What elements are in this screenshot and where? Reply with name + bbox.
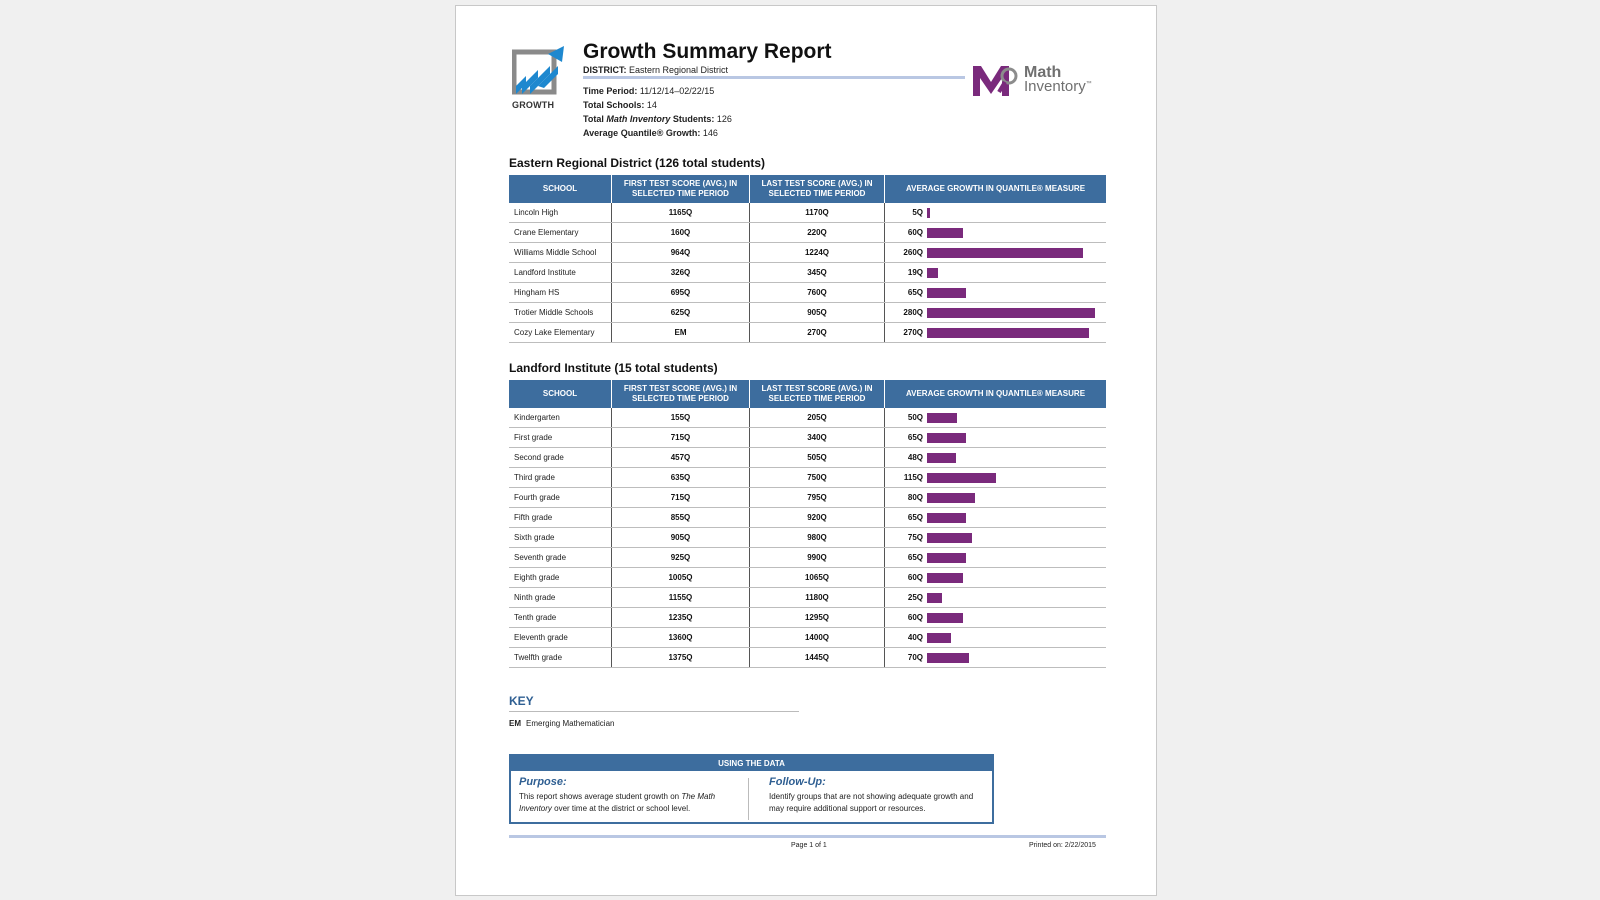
growth-cell [885, 528, 1107, 548]
growth-cell [885, 508, 1107, 528]
growth-bar [927, 433, 966, 443]
last-score-cell: 205Q [750, 408, 885, 428]
school-name-cell: Eighth grade [509, 568, 612, 588]
growth-bar [927, 573, 963, 583]
table-row [509, 468, 1106, 488]
first-score-cell: 457Q [612, 448, 750, 468]
report-title: Growth Summary Report [583, 40, 832, 63]
growth-value: 60Q [907, 228, 923, 237]
growth-cell [885, 263, 1107, 283]
first-score-cell: 1235Q [612, 608, 750, 628]
growth-bar [927, 268, 938, 278]
footer-page-number: Page 1 of 1 [791, 842, 827, 849]
first-score-cell: 155Q [612, 408, 750, 428]
school-name-cell: Landford Institute [509, 263, 612, 283]
school-name-cell: Ninth grade [509, 588, 612, 608]
col-avg-growth: AVERAGE GROWTH IN QUANTILE® MEASURE [885, 380, 1107, 408]
avg-growth-line [583, 128, 718, 138]
table-row [509, 263, 1106, 283]
school-name-cell: Hingham HS [509, 283, 612, 303]
total-students-label-em: Math Inventory [606, 114, 671, 124]
math-inventory-logo-icon [971, 64, 1019, 105]
purpose-text-em: The Math Inventory [519, 792, 716, 813]
total-students-line [583, 114, 732, 124]
growth-bar [927, 208, 930, 218]
purpose-section [519, 776, 741, 815]
growth-bar [927, 413, 957, 423]
growth-bar [927, 473, 996, 483]
footer-rule [509, 835, 1106, 838]
table-header-row [509, 175, 1106, 203]
school-name-cell: Lincoln High [509, 203, 612, 223]
growth-bar [927, 593, 942, 603]
school-table-body [509, 408, 1106, 668]
growth-cell [885, 648, 1107, 668]
first-score-cell: 160Q [612, 223, 750, 243]
school-name-cell: Fourth grade [509, 488, 612, 508]
table-row [509, 428, 1106, 448]
table-row [509, 628, 1106, 648]
first-score-cell: 964Q [612, 243, 750, 263]
growth-cell [885, 283, 1107, 303]
last-score-cell: 505Q [750, 448, 885, 468]
title-rule [583, 76, 965, 79]
school-name-cell: Fifth grade [509, 508, 612, 528]
first-score-cell: 695Q [612, 283, 750, 303]
school-name-cell: Eleventh grade [509, 628, 612, 648]
key-abbr: EM [509, 719, 521, 728]
growth-cell [885, 303, 1107, 323]
key-rule [509, 711, 799, 712]
district-table-title: Eastern Regional District (126 total students) [509, 156, 766, 170]
first-score-cell: 855Q [612, 508, 750, 528]
brand-line-1: Math [1024, 64, 1062, 81]
first-score-cell: 1155Q [612, 588, 750, 608]
growth-bar [927, 328, 1089, 338]
district-label: DISTRICT: [583, 65, 627, 75]
school-name-cell: Cozy Lake Elementary [509, 323, 612, 343]
school-name-cell: Williams Middle School [509, 243, 612, 263]
table-header-row [509, 380, 1106, 408]
table-row [509, 588, 1106, 608]
total-students-value: 126 [716, 114, 732, 124]
growth-value: 65Q [907, 433, 923, 442]
table-row [509, 508, 1106, 528]
time-period-value: 11/12/14–02/22/15 [639, 86, 715, 96]
first-score-cell: 925Q [612, 548, 750, 568]
key-entry [509, 719, 614, 728]
last-score-cell: 920Q [750, 508, 885, 528]
school-name-cell: Trotier Middle Schools [509, 303, 612, 323]
table-row [509, 568, 1106, 588]
col-first-score: FIRST TEST SCORE (AVG.) IN SELECTED TIME PERIOD [612, 380, 750, 408]
col-first-score: FIRST TEST SCORE (AVG.) IN SELECTED TIME PERIOD [612, 175, 750, 203]
first-score-cell: 1360Q [612, 628, 750, 648]
school-name-cell: Kindergarten [509, 408, 612, 428]
col-last-score: LAST TEST SCORE (AVG.) IN SELECTED TIME PERIOD [750, 175, 885, 203]
last-score-cell: 795Q [750, 488, 885, 508]
school-name-cell: Third grade [509, 468, 612, 488]
school-name-cell: Seventh grade [509, 548, 612, 568]
school-name-cell: Twelfth grade [509, 648, 612, 668]
brand-line-2 [1024, 78, 1092, 95]
key-title: KEY [509, 694, 534, 708]
avg-growth-value: 146 [702, 128, 718, 138]
table-row [509, 283, 1106, 303]
growth-cell [885, 223, 1107, 243]
last-score-cell: 220Q [750, 223, 885, 243]
last-score-cell: 1445Q [750, 648, 885, 668]
growth-value: 115Q [903, 473, 923, 482]
growth-value: 65Q [907, 553, 923, 562]
first-score-cell: 1005Q [612, 568, 750, 588]
growth-value: 75Q [907, 533, 923, 542]
growth-bar [927, 633, 951, 643]
last-score-cell: 270Q [750, 323, 885, 343]
school-growth-table [509, 380, 1106, 668]
growth-bar [927, 513, 966, 523]
report-page [455, 5, 1157, 896]
growth-value: 70Q [907, 653, 923, 662]
col-avg-growth: AVERAGE GROWTH IN QUANTILE® MEASURE [885, 175, 1107, 203]
table-row [509, 223, 1106, 243]
first-score-cell: 1375Q [612, 648, 750, 668]
time-period-label: Time Period: [583, 86, 638, 96]
growth-cell [885, 428, 1107, 448]
school-table-title: Landford Institute (15 total students) [509, 361, 718, 375]
growth-bar [927, 248, 1083, 258]
last-score-cell: 980Q [750, 528, 885, 548]
growth-cell [885, 548, 1107, 568]
first-score-cell: 715Q [612, 488, 750, 508]
footer-printed-date: Printed on: 2/22/2015 [1029, 842, 1096, 849]
first-score-cell: 326Q [612, 263, 750, 283]
total-students-label-post: Students: [672, 114, 715, 124]
growth-value: 280Q [903, 308, 923, 317]
col-school: SCHOOL [509, 175, 612, 203]
table-row [509, 488, 1106, 508]
table-row [509, 323, 1106, 343]
district-line [583, 65, 728, 75]
brand-line-2-text: Inventory [1024, 78, 1086, 95]
growth-cell [885, 588, 1107, 608]
total-students-label-pre: Total [583, 114, 604, 124]
last-score-cell: 340Q [750, 428, 885, 448]
table-row [509, 203, 1106, 223]
purpose-text-post: over time at the district or school level. [554, 804, 691, 813]
avg-growth-label: Average Quantile® Growth: [583, 128, 701, 138]
using-divider [748, 778, 749, 820]
first-score-cell: 715Q [612, 428, 750, 448]
growth-cell [885, 448, 1107, 468]
growth-cell [885, 323, 1107, 343]
last-score-cell: 760Q [750, 283, 885, 303]
first-score-cell: EM [612, 323, 750, 343]
growth-value: 60Q [907, 613, 923, 622]
growth-value: 80Q [907, 493, 923, 502]
last-score-cell: 1400Q [750, 628, 885, 648]
last-score-cell: 1170Q [750, 203, 885, 223]
growth-bar [927, 613, 963, 623]
table-row [509, 648, 1106, 668]
growth-value: 65Q [907, 288, 923, 297]
last-score-cell: 345Q [750, 263, 885, 283]
growth-logo-icon [512, 42, 570, 104]
using-the-data-title: USING THE DATA [511, 756, 992, 771]
district-growth-table [509, 175, 1106, 343]
first-score-cell: 635Q [612, 468, 750, 488]
first-score-cell: 905Q [612, 528, 750, 548]
followup-section [769, 776, 987, 815]
school-name-cell: First grade [509, 428, 612, 448]
growth-cell [885, 628, 1107, 648]
table-row [509, 448, 1106, 468]
logo-label: GROWTH [512, 100, 555, 110]
growth-cell [885, 468, 1107, 488]
total-schools-value: 14 [646, 100, 657, 110]
growth-bar [927, 533, 972, 543]
growth-cell [885, 243, 1107, 263]
last-score-cell: 750Q [750, 468, 885, 488]
purpose-heading: Purpose: [519, 776, 567, 788]
growth-bar [927, 228, 963, 238]
growth-value: 25Q [907, 593, 923, 602]
last-score-cell: 1065Q [750, 568, 885, 588]
table-row [509, 528, 1106, 548]
col-last-score: LAST TEST SCORE (AVG.) IN SELECTED TIME PERIOD [750, 380, 885, 408]
growth-cell [885, 203, 1107, 223]
first-score-cell: 1165Q [612, 203, 750, 223]
table-row [509, 303, 1106, 323]
using-the-data-box [509, 754, 994, 824]
growth-bar [927, 308, 1095, 318]
growth-bar [927, 288, 966, 298]
growth-value: 260Q [903, 248, 923, 257]
table-row [509, 548, 1106, 568]
growth-bar [927, 493, 975, 503]
last-score-cell: 1224Q [750, 243, 885, 263]
brand-tm: ™ [1085, 81, 1092, 87]
growth-bar [927, 453, 956, 463]
table-row [509, 408, 1106, 428]
key-meaning: Emerging Mathematician [526, 719, 615, 728]
growth-value: 270Q [903, 328, 923, 337]
district-table-body [509, 203, 1106, 343]
growth-value: 48Q [907, 453, 923, 462]
school-name-cell: Crane Elementary [509, 223, 612, 243]
followup-text: Identify groups that are not showing adequate growth and may require additional support or resources. [769, 792, 974, 813]
table-row [509, 608, 1106, 628]
growth-cell [885, 488, 1107, 508]
last-score-cell: 990Q [750, 548, 885, 568]
school-name-cell: Sixth grade [509, 528, 612, 548]
last-score-cell: 1180Q [750, 588, 885, 608]
col-school: SCHOOL [509, 380, 612, 408]
time-period-line [583, 86, 714, 96]
table-row [509, 243, 1106, 263]
followup-heading: Follow-Up: [769, 776, 826, 788]
growth-cell [885, 408, 1107, 428]
last-score-cell: 905Q [750, 303, 885, 323]
growth-value: 60Q [907, 573, 923, 582]
growth-value: 19Q [907, 268, 923, 277]
first-score-cell: 625Q [612, 303, 750, 323]
growth-bar [927, 653, 969, 663]
district-value: Eastern Regional District [629, 65, 729, 75]
school-name-cell: Second grade [509, 448, 612, 468]
growth-bar [927, 553, 966, 563]
school-name-cell: Tenth grade [509, 608, 612, 628]
growth-cell [885, 608, 1107, 628]
growth-value: 50Q [907, 413, 923, 422]
total-schools-label: Total Schools: [583, 100, 645, 110]
total-schools-line [583, 100, 657, 110]
growth-value: 65Q [907, 513, 923, 522]
growth-cell [885, 568, 1107, 588]
last-score-cell: 1295Q [750, 608, 885, 628]
growth-value: 40Q [907, 633, 923, 642]
growth-value: 5Q [912, 208, 923, 217]
purpose-text-pre: This report shows average student growth on [519, 792, 680, 801]
